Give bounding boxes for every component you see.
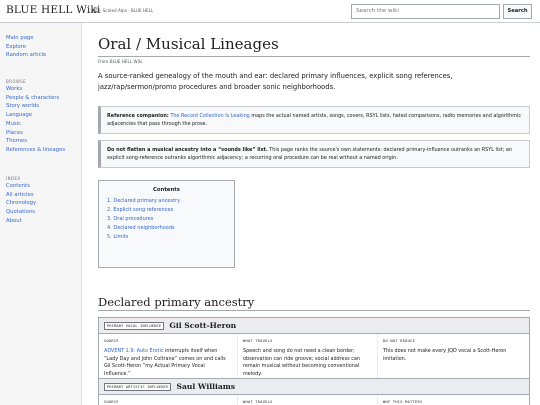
note-text: maps the actual named artists, songs, covers, RSYL lists, hated comparisons, radio memories and algorithmic adjacencies that pass through the prose. bbox=[107, 113, 522, 127]
page-title: Oral / Musical Lineages bbox=[98, 35, 279, 53]
advent-link[interactable]: ADVENT 1.9: Auto Erotic bbox=[104, 347, 164, 354]
sidebar-item-people[interactable]: People & characters bbox=[6, 94, 60, 101]
sidebar-item-all-articles[interactable]: All articles bbox=[6, 191, 34, 198]
toc-item-limits[interactable]: 5. Limits bbox=[107, 234, 129, 240]
search-button[interactable]: Search bbox=[503, 4, 532, 19]
source-label: SOURCE bbox=[104, 339, 119, 343]
lineage-card-scott-heron bbox=[98, 317, 530, 387]
site-tagline: JQD · Scaled Alps · BLUE HELL bbox=[91, 8, 154, 13]
page-source-line: From BLUE HELL Wiki bbox=[98, 59, 143, 64]
note-bold-label: Reference companion: bbox=[107, 113, 169, 119]
source-label: SOURCE bbox=[104, 400, 119, 404]
card-header bbox=[99, 318, 529, 334]
toc-item-song-references[interactable]: 2. Explicit song references bbox=[107, 207, 174, 213]
card-travels-column bbox=[237, 334, 377, 383]
lineage-card-saul-williams bbox=[98, 378, 530, 405]
reduce-text: This does not make every JQD vocal a Scott-Heron imitation. bbox=[383, 347, 507, 362]
lead-paragraph: A source-ranked genealogy of the mouth and ear: declared primary influences, explicit song references, jazz/rap/sermon/promo procedures and broader sonic neighborhoods. bbox=[98, 72, 453, 91]
search-input[interactable]: Search the wiki bbox=[351, 4, 500, 19]
main-content bbox=[81, 23, 540, 405]
sidebar-item-references[interactable]: References & lineages bbox=[6, 146, 66, 153]
card-travels-column bbox=[237, 395, 377, 405]
sidebar-item-random-article[interactable]: Random article bbox=[6, 52, 47, 59]
sidebar-index-group bbox=[6, 176, 36, 226]
warning-bold-label: Do not flatten a musical ancestry into a “sounds like” list. bbox=[107, 147, 268, 153]
card-artist-name: Saul Williams bbox=[176, 382, 236, 391]
sidebar-browse-group bbox=[6, 79, 65, 155]
toc-item-neighborhoods[interactable]: 4. Declared neighborhoods bbox=[107, 225, 175, 231]
card-source-column bbox=[99, 395, 237, 405]
sidebar-item-explore[interactable]: Explore bbox=[6, 43, 26, 50]
why-label: WHY THIS MATTERS bbox=[383, 400, 423, 404]
section-divider bbox=[98, 310, 530, 311]
toc-item-declared-primary[interactable]: 1. Declared primary ancestry bbox=[107, 198, 181, 204]
toc-item-oral-procedures[interactable]: 3. Oral procedures bbox=[107, 216, 154, 222]
section-heading: Declared primary ancestry bbox=[98, 295, 255, 309]
top-header bbox=[0, 0, 540, 23]
influence-badge: PRIMARY VOCAL INFLUENCE bbox=[104, 322, 164, 330]
sidebar bbox=[0, 23, 80, 405]
table-of-contents bbox=[98, 180, 235, 268]
record-collection-link[interactable]: The Record Collection Is Leaking bbox=[170, 113, 250, 119]
travels-label: WHAT TRAVELS bbox=[243, 400, 273, 404]
card-source-column bbox=[99, 334, 237, 383]
reference-companion-note bbox=[98, 106, 530, 134]
reduce-label: DO NOT REDUCE bbox=[383, 339, 416, 343]
card-artist-name: Gil Scott-Heron bbox=[169, 321, 237, 330]
sidebar-item-contents[interactable]: Contents bbox=[6, 183, 30, 189]
card-reduce-column bbox=[377, 334, 529, 383]
influence-badge: PRIMARY ARTISTIC INFLUENCE bbox=[104, 383, 171, 391]
toc-title: Contents bbox=[153, 187, 180, 193]
sidebar-index-heading: INDEX bbox=[6, 176, 21, 181]
travels-text: Speech and song do not need a clean border; observation can ride groove; social address can remain musical without becoming conventional melody. bbox=[243, 347, 361, 378]
sidebar-item-quotations[interactable]: Quotations bbox=[6, 209, 35, 216]
flatten-warning-note bbox=[98, 140, 530, 168]
card-columns bbox=[99, 395, 529, 405]
sidebar-main-group bbox=[6, 34, 46, 60]
sidebar-item-about[interactable]: About bbox=[6, 217, 22, 224]
site-logo[interactable]: BLUE HELL Wiki bbox=[6, 4, 101, 16]
source-text: interrupts itself when “Lady Day and John Coltrane” comes on and calls Gil Scott-Heron “my Actual Primary Vocal Influence.” bbox=[104, 347, 226, 378]
sidebar-item-places[interactable]: Places bbox=[6, 129, 23, 136]
sidebar-item-music[interactable]: Music bbox=[6, 120, 22, 127]
card-header bbox=[99, 379, 529, 395]
sidebar-item-language[interactable]: Language bbox=[6, 112, 33, 119]
sidebar-browse-heading: BROWSE bbox=[6, 79, 27, 84]
travels-label: WHAT TRAVELS bbox=[243, 339, 273, 343]
warning-text: This page ranks the source's own statements: declared primary-influence outranks an RSYL list; an explicit song-reference outranks algorithmic adjacency; a recurring oral procedure can be real without a named origin. bbox=[107, 147, 512, 161]
sidebar-item-themes[interactable]: Themes bbox=[6, 138, 28, 145]
card-why-column bbox=[377, 395, 529, 405]
sidebar-item-works[interactable]: Works bbox=[6, 86, 23, 92]
title-divider bbox=[98, 56, 530, 57]
sidebar-item-chronology[interactable]: Chronology bbox=[6, 200, 37, 207]
sidebar-item-story-worlds[interactable]: Story worlds bbox=[6, 103, 40, 110]
sidebar-item-main-page[interactable]: Main page bbox=[6, 35, 34, 41]
card-columns bbox=[99, 334, 529, 383]
